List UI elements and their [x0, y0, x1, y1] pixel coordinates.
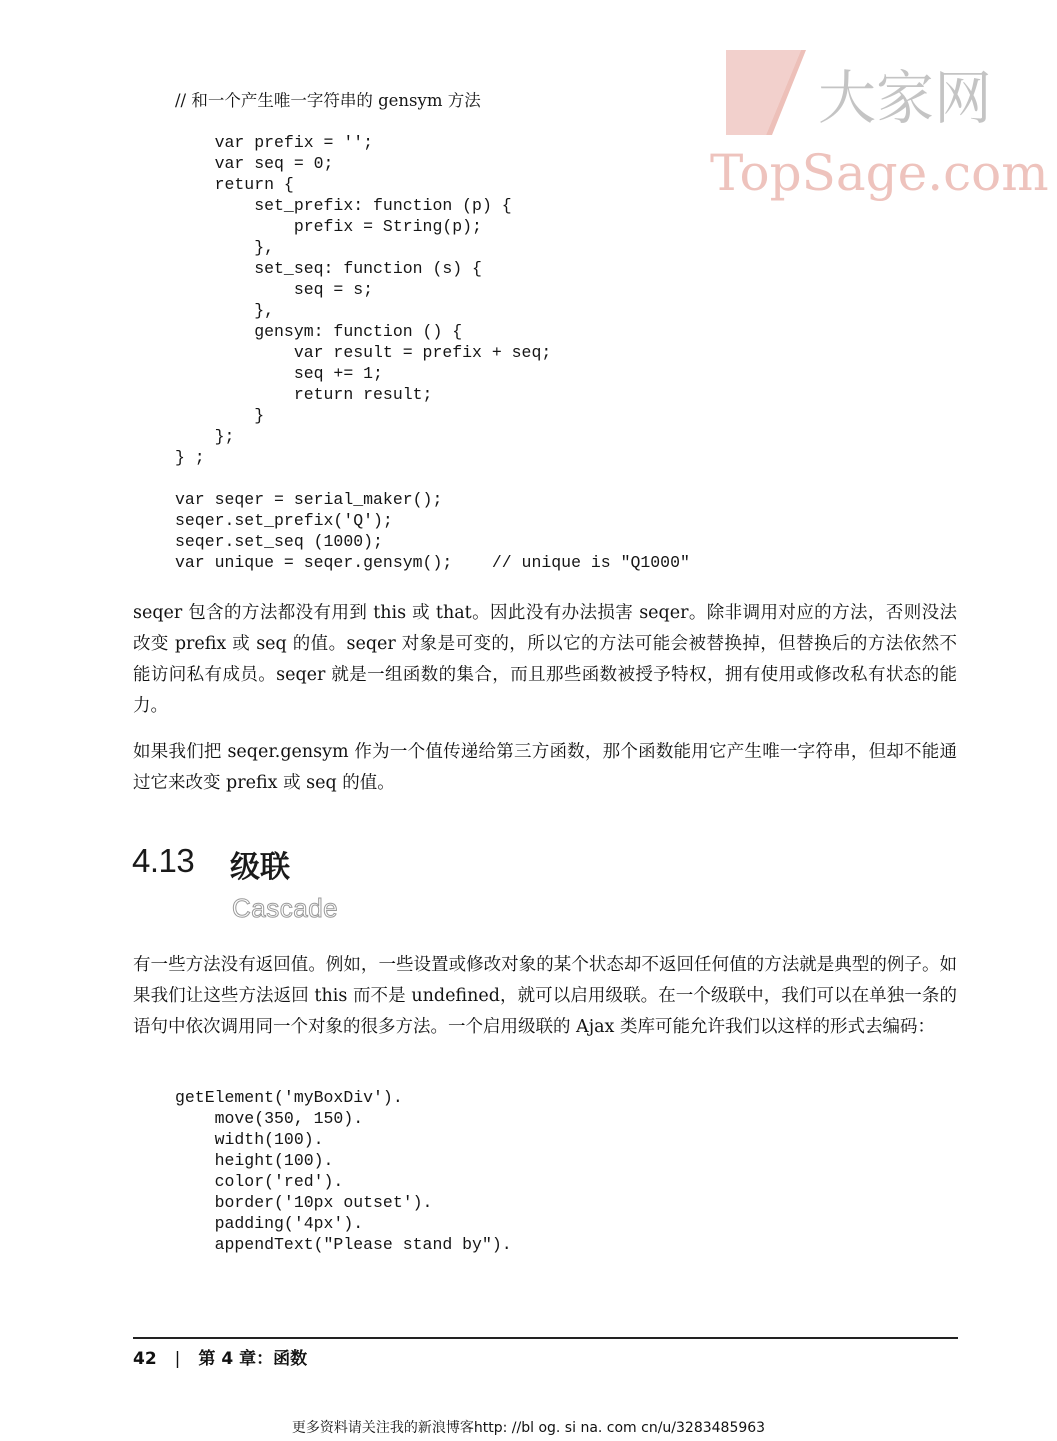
chapter-label: 第 4 章：函数 — [198, 1349, 308, 1369]
code-block-2 — [175, 1087, 512, 1255]
code-line: return { — [175, 175, 294, 194]
code-line: var seq = 0; — [175, 154, 334, 173]
code-line: getElement('myBoxDiv'). — [175, 1088, 403, 1107]
section-subtitle: Cascade — [232, 893, 339, 923]
code-line: seq = s; — [175, 280, 374, 299]
code-line: gensym: function () { — [175, 322, 463, 341]
code-block-1-body — [175, 132, 690, 573]
paragraph-seqer-description: seqer 包含的方法都没有用到 this 或 that。因此没有办法损害 seqer。除非调用对应的方法，否则没法改变 prefix 或 seq 的值。seqer 对象是可变的，所以它的方法可能会被替换掉，但替换后的方法依然不能访问私有成员。seqer 就是一组函数的集合，而且那些函数被授予特权，拥有使用或修改私有状态的能力。 — [133, 603, 957, 716]
code-line: height(100). — [175, 1151, 334, 1170]
code-comment: // 和一个产生唯一字符串的 gensym 方法 — [175, 91, 481, 110]
code-line: }, — [175, 238, 275, 257]
code-line: seqer.set_seq (1000); — [175, 532, 383, 551]
code-line: color('red'). — [175, 1172, 344, 1191]
code-line: var unique = seqer.gensym(); // unique is "Q1000" — [175, 553, 690, 572]
page-footer — [133, 1344, 307, 1369]
code-line: var result = prefix + seq; — [175, 343, 552, 362]
code-line: border('10px outset'). — [175, 1193, 433, 1212]
code-line: } ; — [175, 448, 205, 467]
code-line: set_seq: function (s) { — [175, 259, 482, 278]
watermark-site: TopSage.com — [710, 144, 1049, 202]
code-line: padding('4px'). — [175, 1214, 364, 1233]
watermark-logo-shape — [726, 50, 801, 135]
topsage-watermark — [706, 40, 1049, 210]
code-line: prefix = String(p); — [175, 217, 482, 236]
code-line: set_prefix: function (p) { — [175, 196, 512, 215]
section-title: 级联 — [230, 850, 290, 885]
code-line: var seqer = serial_maker(); — [175, 490, 443, 509]
footer-separator: | — [174, 1349, 181, 1369]
code-line: appendText("Please stand by"). — [175, 1235, 512, 1254]
footer-rule — [133, 1337, 958, 1339]
paragraph-cascade-intro: 有一些方法没有返回值。例如，一些设置或修改对象的某个状态却不返回任何值的方法就是典型的例子。如果我们让这些方法返回 this 而不是 undefined，就可以启用级联。在一个级联中，我们可以在单独一条的语句中依次调用同一个对象的很多方法。一个启用级联的 Ajax 类库可能允许我们以这样的形式去编码： — [133, 955, 957, 1037]
code-line: width(100). — [175, 1130, 324, 1149]
code-line: return result; — [175, 385, 433, 404]
blog-note: 更多资料请关注我的新浪博客http: //bl og. si na. com cn/u/3283485963 — [291, 1420, 766, 1436]
code-line: } — [175, 406, 265, 425]
code-line — [175, 468, 690, 489]
watermark-logo-text: 大家网 — [818, 64, 993, 132]
code-line: }, — [175, 301, 275, 320]
code-line: seqer.set_prefix('Q'); — [175, 511, 393, 530]
code-line: move(350, 150). — [175, 1109, 364, 1128]
section-number: 4.13 — [132, 842, 195, 879]
page-number: 42 — [133, 1349, 157, 1369]
code-line: seq += 1; — [175, 364, 383, 383]
code-line: var prefix = ''; — [175, 133, 374, 152]
paragraph-gensym-passing: 如果我们把 seqer.gensym 作为一个值传递给第三方函数，那个函数能用它产生唯一字符串，但却不能通过它来改变 prefix 或 seq 的值。 — [133, 742, 957, 793]
code-line: }; — [175, 427, 235, 446]
